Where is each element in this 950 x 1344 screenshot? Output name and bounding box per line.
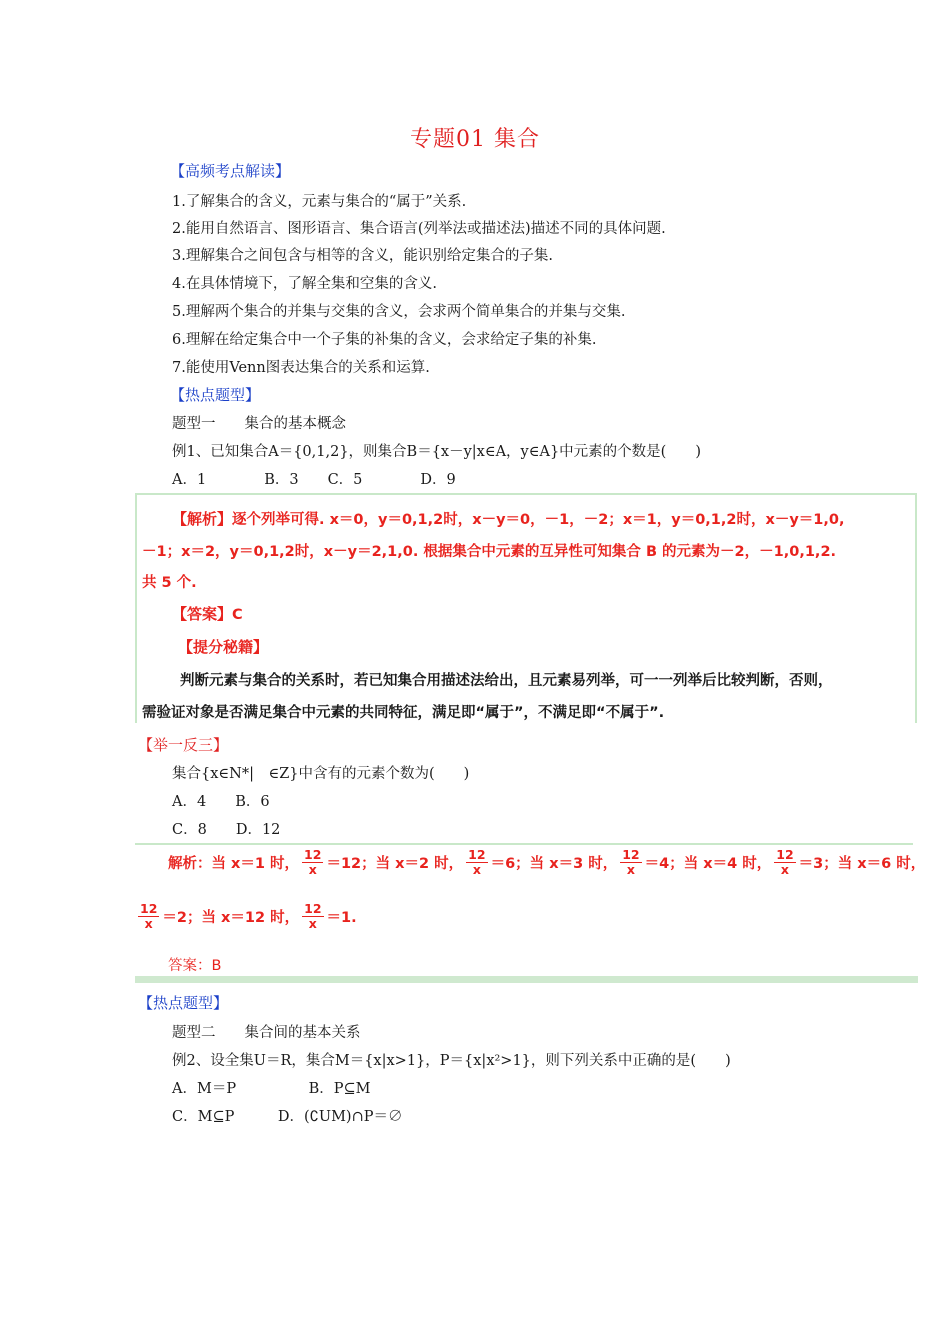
fraction-denominator: x: [308, 862, 317, 877]
fraction-12-over-x: [466, 848, 487, 877]
type-title-2: 题型二 集合间的基本关系: [172, 1025, 361, 1041]
key-point-5: 5.理解两个集合的并集与交集的含义，会求两个简单集合的并集与交集.: [172, 304, 626, 320]
key-point-2: 2.能用自然语言、图形语言、集合语言(列举法或描述法)描述不同的具体问题.: [172, 221, 666, 237]
section-header-hot-topics-2: 【热点题型】: [138, 994, 229, 1012]
solution-line-2: [135, 902, 357, 931]
key-point-1: 1.了解集合的含义，元素与集合的“属于”关系.: [172, 194, 467, 210]
analysis-line-2: －1；x＝2，y＝0,1,2时，x－y＝2,1,0. 根据集合中元素的互异性可知集合 B 的元素为－2，－1,0,1,2.: [142, 544, 837, 560]
fraction-12-over-x: [302, 902, 323, 931]
solution-line-1: [168, 848, 925, 877]
key-point-3: 3.理解集合之间包含与相等的含义，能识别给定集合的子集.: [172, 248, 553, 264]
fraction-denominator: x: [472, 862, 481, 877]
fraction-numerator: 12: [776, 847, 794, 862]
key-point-7: 7.能使用Venn图表达集合的关系和运算.: [172, 360, 430, 376]
fraction-numerator: 12: [304, 901, 322, 916]
tip-line-2: 需验证对象是否满足集合中元素的共同特征，满足即“属于”，不满足即“不属于”.: [142, 705, 665, 721]
fraction-denominator: x: [780, 862, 789, 877]
fraction-numerator: 12: [140, 901, 158, 916]
answer-value: C: [232, 607, 243, 623]
fraction-numerator: 12: [468, 847, 486, 862]
example-1: 例1、已知集合A＝{0,1,2}，则集合B＝{x－y|x∈A，y∈A}中元素的个数是( ): [172, 444, 701, 460]
example-2-options-1: A．M＝P B．P⊆M: [172, 1081, 371, 1097]
tip-line-1: 判断元素与集合的关系时，若已知集合用描述法给出，且元素易列举，可一一列举后比较判断，否则，: [180, 673, 833, 689]
analysis-line-1: [172, 508, 845, 529]
solution-text-5: ＝3；当 x＝6 时，: [798, 856, 926, 872]
practice-options-2: C．8 D．12: [172, 822, 281, 838]
solution-text-3: ＝6；当 x＝3 时，: [490, 856, 618, 872]
type-title-1: 题型一 集合的基本概念: [172, 416, 346, 432]
fraction-denominator: x: [144, 916, 153, 931]
tip-tag: 【提分秘籍】: [178, 638, 269, 656]
answer-tag: 【答案】: [172, 605, 233, 623]
fraction-denominator: x: [626, 862, 635, 877]
key-point-4: 4.在具体情境下，了解全集和空集的含义.: [172, 276, 437, 292]
fraction-12-over-x: [302, 848, 323, 877]
solution-prefix: 解析：: [168, 856, 212, 872]
analysis-text-1: 逐个列举可得. x＝0，y＝0,1,2时，x－y＝0，－1，－2；x＝1，y＝0,1,2时，x－y＝1,0,: [232, 512, 845, 528]
solution-answer: 答案：B: [168, 958, 222, 974]
fraction-numerator: 12: [622, 847, 640, 862]
divider-bar: [135, 976, 918, 983]
solution-text-4: ＝4；当 x＝4 时，: [644, 856, 772, 872]
example-2-options-2: C．M⊆P D．(∁UM)∩P＝∅: [172, 1109, 403, 1125]
section-header-practice: 【举一反三】: [138, 736, 229, 754]
solution-text-6: ＝2；当 x＝12 时，: [162, 910, 300, 926]
example-1-options: A．1 B．3 C．5 D．9: [172, 472, 456, 488]
solution-text-1: 当 x＝1 时，: [211, 856, 300, 872]
practice-options-1: A．4 B．6: [172, 794, 270, 810]
fraction-12-over-x: [138, 902, 159, 931]
key-point-6: 6.理解在给定集合中一个子集的补集的含义，会求给定子集的补集.: [172, 332, 597, 348]
analysis-line-3: 共 5 个.: [142, 575, 197, 591]
page-title: 专题01 集合: [410, 127, 540, 152]
fraction-denominator: x: [308, 916, 317, 931]
fraction-12-over-x: [774, 848, 795, 877]
fraction-12-over-x: [620, 848, 641, 877]
fraction-numerator: 12: [304, 847, 322, 862]
section-header-hot-topics: 【热点题型】: [170, 386, 261, 404]
section-header-key-points: 【高频考点解读】: [170, 162, 291, 180]
practice-question: 集合{x∈N*| ∈Z}中含有的元素个数为( ): [172, 766, 470, 782]
example-2: 例2、设全集U＝R，集合M＝{x|x>1}，P＝{x|x²>1}，则下列关系中正确的是( ): [172, 1053, 731, 1069]
solution-text-7: ＝1.: [326, 910, 357, 926]
answer-line: [172, 603, 243, 624]
analysis-tag: 【解析】: [172, 510, 233, 528]
solution-text-2: ＝12；当 x＝2 时，: [326, 856, 464, 872]
